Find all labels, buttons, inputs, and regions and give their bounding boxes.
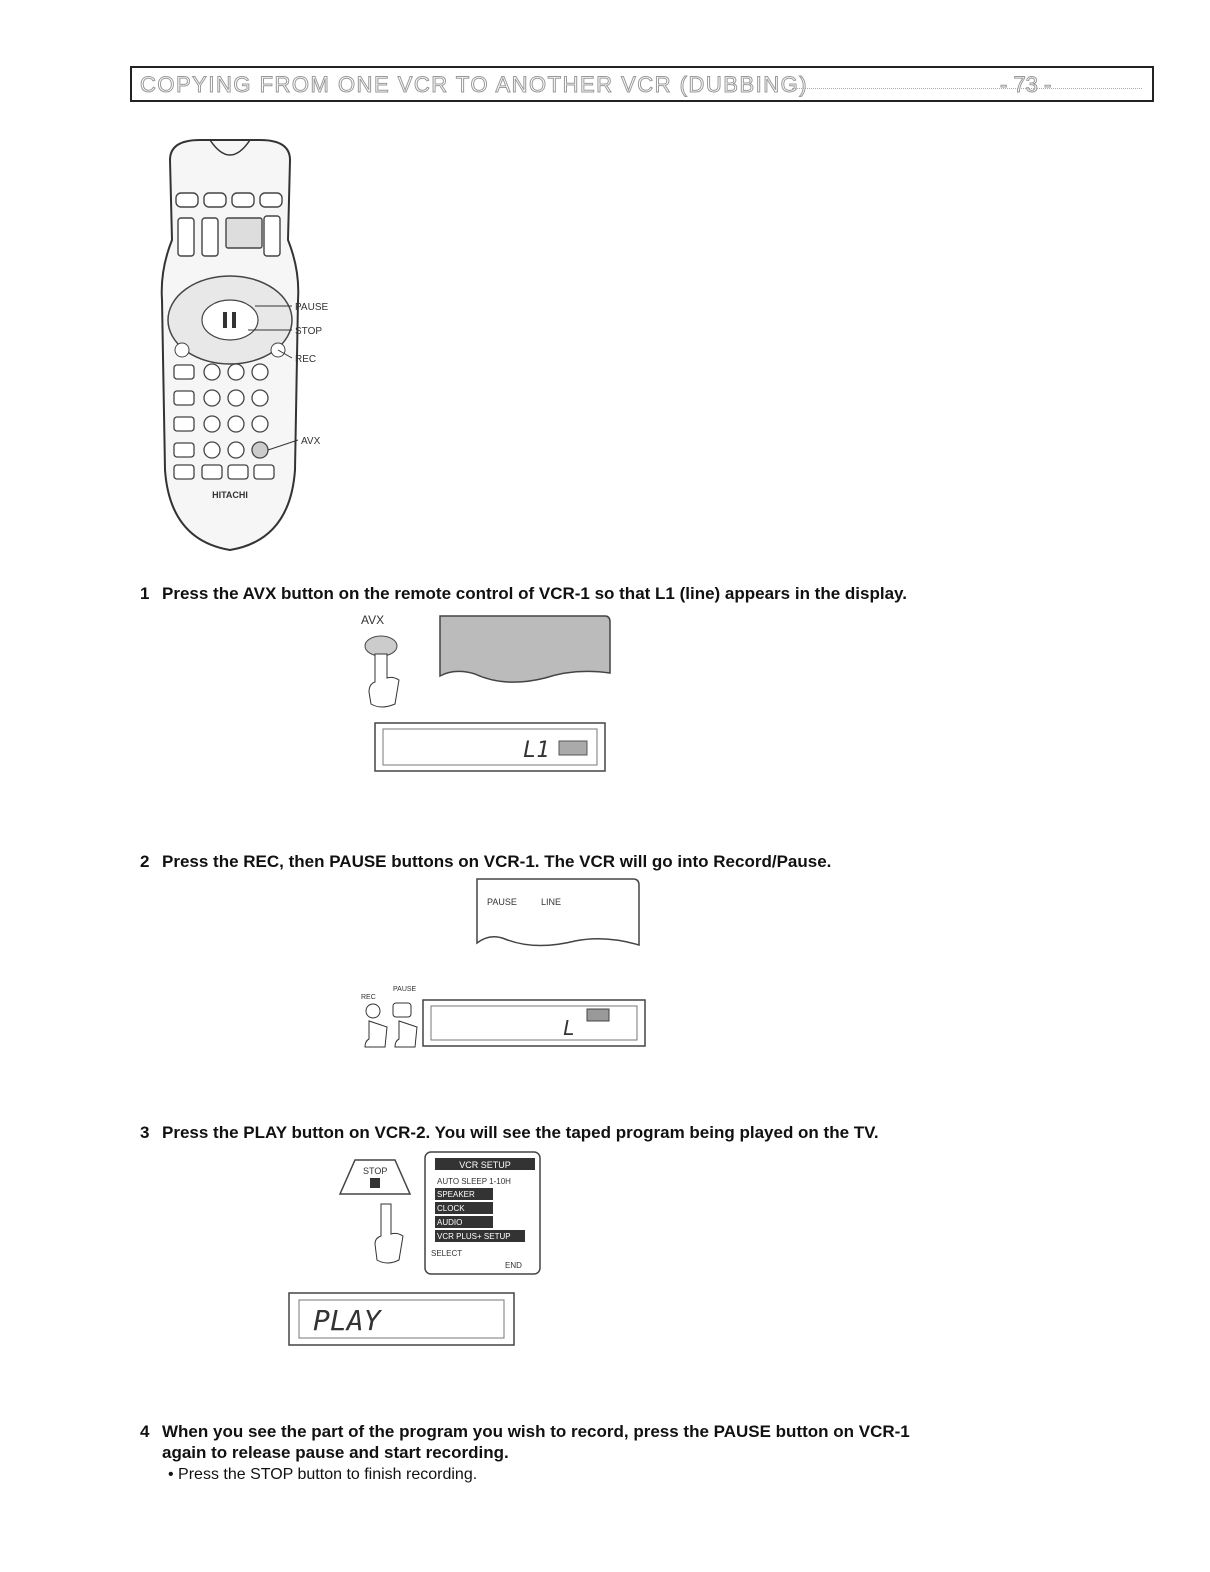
menu-item-3: CLOCK bbox=[437, 1204, 465, 1213]
callout-pause: PAUSE bbox=[295, 302, 329, 313]
pause-button-label: PAUSE bbox=[393, 986, 417, 993]
avx-button-label: AVX bbox=[361, 613, 385, 627]
page-header bbox=[130, 66, 1154, 102]
remote-control-illustration bbox=[130, 130, 370, 560]
display-l1: L1 bbox=[523, 738, 550, 763]
transport-ring bbox=[168, 276, 292, 364]
display-l: L bbox=[563, 1016, 576, 1040]
stop-button-label: STOP bbox=[363, 1166, 388, 1176]
menu-select: SELECT bbox=[431, 1249, 463, 1258]
remote-brand: HITACHI bbox=[212, 490, 248, 500]
page-number: - 73 - bbox=[1000, 72, 1052, 97]
tv-line-text: LINE bbox=[541, 897, 562, 907]
menu-item-5: VCR PLUS+ SETUP bbox=[437, 1232, 511, 1241]
step-1: 1 Press the AVX button on the remote control of VCR-1 so that L1 (line) appears in the display. bbox=[140, 584, 907, 603]
menu-item-2: SPEAKER bbox=[437, 1190, 475, 1199]
figure-play bbox=[285, 1148, 550, 1353]
step-3-text: Press the PLAY button on VCR-2. You will see the taped program being played on the TV. bbox=[162, 1123, 879, 1142]
callout-rec: REC bbox=[295, 354, 317, 365]
step-1-text: Press the AVX button on the remote control of VCR-1 so that L1 (line) appears in the display. bbox=[162, 584, 907, 603]
menu-title: VCR SETUP bbox=[459, 1160, 511, 1170]
menu-item-4: AUDIO bbox=[437, 1218, 463, 1227]
callout-avx: AVX bbox=[301, 436, 321, 447]
header-dotted-rule bbox=[792, 88, 1142, 89]
step-4-text-2: again to release pause and start recording. bbox=[162, 1443, 509, 1462]
step-4-text: When you see the part of the program you wish to record, press the PAUSE button on VCR-1 bbox=[162, 1422, 910, 1441]
display-play: PLAY bbox=[313, 1304, 381, 1337]
figure-rec-pause bbox=[355, 875, 655, 1055]
tv-pause-text: PAUSE bbox=[487, 897, 517, 907]
menu-end: END bbox=[505, 1261, 522, 1270]
menu-item-1: AUTO SLEEP 1-10H bbox=[437, 1177, 511, 1186]
callout-stop: STOP bbox=[295, 326, 323, 337]
step-3: 3 Press the PLAY button on VCR-2. You will see the taped program being played on the TV. bbox=[140, 1123, 879, 1142]
figure-avx-l1 bbox=[355, 608, 625, 783]
step-4: 4 When you see the part of the program you wish to record, press the PAUSE button on VCR-1 again to release pause and start recording. bbox=[140, 1422, 910, 1462]
step-2: 2 Press the REC, then PAUSE buttons on VCR-1. The VCR will go into Record/Pause. bbox=[140, 852, 832, 871]
stop-note: • Press the STOP button to finish recording. bbox=[168, 1466, 478, 1483]
header-title: COPYING FROM ONE VCR TO ANOTHER VCR (DUBBING) bbox=[140, 72, 809, 97]
step-2-text: Press the REC, then PAUSE buttons on VCR-1. The VCR will go into Record/Pause. bbox=[162, 852, 832, 871]
rec-button-label: REC bbox=[361, 994, 376, 1001]
